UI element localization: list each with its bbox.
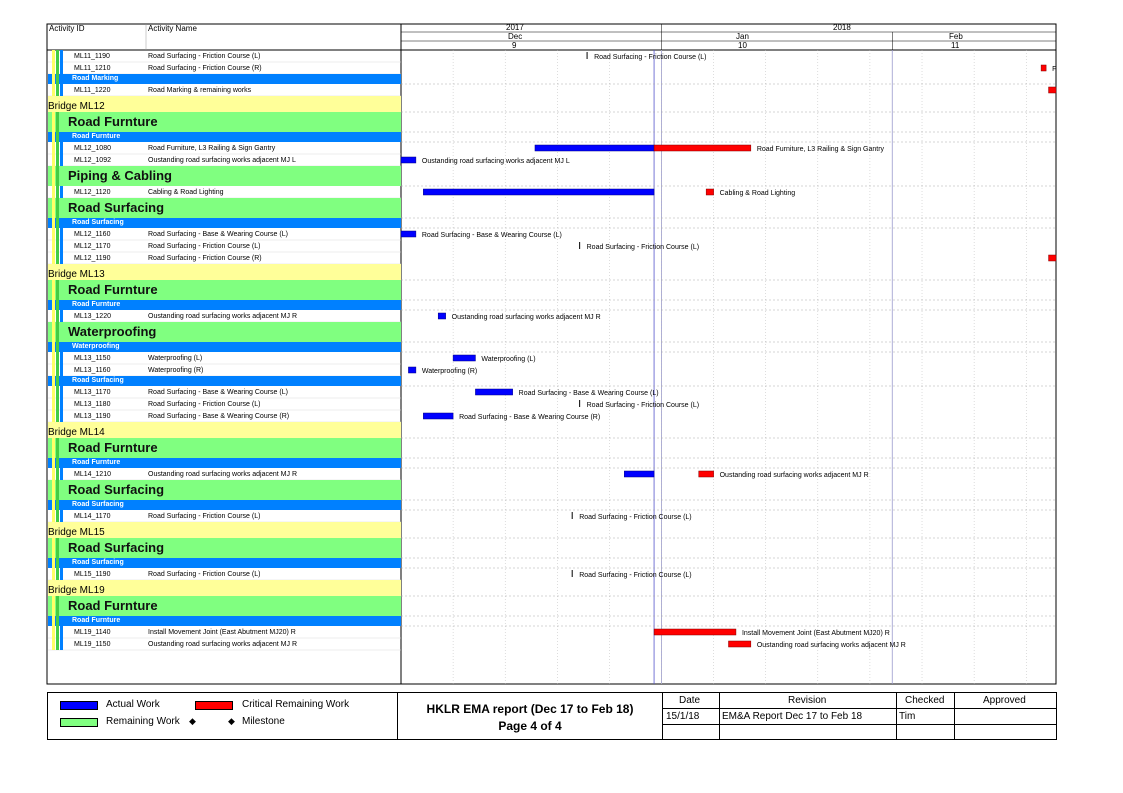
bridge-group-row bbox=[48, 422, 401, 438]
activity-name: Road Surfacing - Base & Wearing Course (R) bbox=[148, 412, 290, 420]
wbs-level-stripe bbox=[52, 558, 55, 568]
wbs-level-stripe bbox=[56, 438, 59, 458]
bar-label: Road Surfacing - Base & Wearing Course (L) bbox=[518, 390, 659, 397]
activity-name: Road Surfacing - Base & Wearing Course (L) bbox=[148, 230, 288, 238]
wbs-level-stripe bbox=[60, 616, 63, 626]
activity-name: Waterproofing (L) bbox=[148, 354, 203, 362]
activity-id: ML13_1170 bbox=[74, 388, 111, 396]
bar-label: Road Surfacing - Friction Course (L) bbox=[579, 514, 692, 521]
actual-work-bar bbox=[408, 367, 415, 373]
activity-id: ML11_1210 bbox=[74, 64, 111, 72]
wbs-level-stripe bbox=[56, 386, 59, 398]
bar-label: Oustanding road surfacing works adjacent MJ L bbox=[421, 158, 570, 165]
bridge-group-row bbox=[48, 96, 401, 112]
wbs-subgroup-row bbox=[48, 132, 401, 142]
wbs-level-stripe bbox=[56, 626, 59, 638]
legend-remaining-label: Remaining Work bbox=[106, 716, 180, 727]
activity-name: Cabling & Road Lighting bbox=[148, 188, 224, 196]
wbs-level-stripe bbox=[56, 112, 59, 132]
year-label-2018: 2018 bbox=[833, 23, 851, 32]
activity-row bbox=[48, 364, 401, 376]
critical-remaining-bar bbox=[1049, 255, 1056, 261]
wbs-level-stripe bbox=[52, 342, 55, 352]
legend-box bbox=[47, 692, 398, 740]
wbs-subgroup-label: Road Furnture bbox=[72, 617, 121, 624]
wbs-level-stripe bbox=[56, 468, 59, 480]
wbs-level-stripe bbox=[56, 510, 59, 522]
activity-id: ML11_1190 bbox=[74, 52, 110, 60]
activity-name: Road Surfacing - Friction Course (L) bbox=[148, 400, 261, 408]
activity-row bbox=[48, 638, 401, 650]
wbs-level-stripe bbox=[52, 480, 55, 500]
activity-name: Waterproofing (R) bbox=[148, 366, 204, 374]
wbs-level-stripe bbox=[56, 240, 59, 252]
legend-critical-swatch bbox=[195, 701, 233, 710]
activity-name: Install Movement Joint (East Abutment MJ20) R bbox=[148, 628, 296, 636]
wbs-group-label: Road Surfacing bbox=[68, 482, 165, 497]
wbs-level-stripe bbox=[60, 252, 63, 264]
wbs-level-stripe bbox=[60, 558, 63, 568]
activity-row bbox=[48, 410, 401, 422]
wbs-subgroup-row bbox=[48, 74, 401, 84]
month-label-feb: Feb bbox=[949, 32, 963, 41]
wbs-level-stripe bbox=[52, 154, 55, 166]
wbs-level-stripe bbox=[52, 166, 55, 186]
legend-actual-swatch bbox=[60, 701, 98, 710]
bridge-group-row bbox=[48, 580, 401, 596]
wbs-group-label: Road Furnture bbox=[68, 114, 158, 129]
activity-id: ML11_1220 bbox=[74, 86, 111, 94]
wbs-subgroup-label: Road Furnture bbox=[72, 301, 121, 308]
activity-id: ML13_1180 bbox=[74, 400, 111, 408]
activity-id: ML12_1170 bbox=[74, 242, 111, 250]
wbs-level-stripe bbox=[60, 342, 63, 352]
period-label-9: 9 bbox=[512, 41, 517, 50]
wbs-level-stripe bbox=[52, 310, 55, 322]
activity-row bbox=[48, 62, 401, 74]
wbs-subgroup-label: Road Surfacing bbox=[72, 501, 124, 508]
revision-header-revision: Revision bbox=[788, 695, 827, 706]
wbs-level-stripe bbox=[60, 352, 63, 364]
wbs-group-label: Road Surfacing bbox=[68, 200, 165, 215]
bar-label: Waterproofing (R) bbox=[421, 368, 478, 375]
activity-name: Road Surfacing - Friction Course (R) bbox=[148, 64, 262, 72]
actual-work-bar bbox=[423, 413, 453, 419]
bridge-group-label: Bridge ML19 bbox=[48, 585, 105, 596]
wbs-level-stripe bbox=[52, 626, 55, 638]
bar-label: Road Surfacing - Friction Course (L) bbox=[579, 572, 692, 579]
wbs-level-stripe bbox=[60, 638, 63, 650]
activity-id: ML15_1190 bbox=[74, 570, 111, 578]
wbs-level-stripe bbox=[56, 342, 59, 352]
activity-id: ML12_1080 bbox=[74, 144, 111, 152]
actual-work-bar bbox=[535, 145, 654, 151]
wbs-level-stripe bbox=[60, 62, 63, 74]
activity-id: ML12_1160 bbox=[74, 230, 111, 238]
wbs-level-stripe bbox=[56, 322, 59, 342]
legend-remaining-diamond-icon: ◆ bbox=[189, 716, 196, 726]
activity-row bbox=[48, 50, 401, 62]
wbs-group-row bbox=[48, 198, 401, 218]
wbs-level-stripe bbox=[56, 310, 59, 322]
activity-id: ML19_1150 bbox=[74, 640, 111, 648]
wbs-level-stripe bbox=[52, 438, 55, 458]
wbs-level-stripe bbox=[52, 74, 55, 84]
wbs-level-stripe bbox=[60, 154, 63, 166]
activity-name: Road Surfacing - Friction Course (L) bbox=[148, 570, 261, 578]
critical-remaining-bar bbox=[1041, 65, 1046, 71]
wbs-level-stripe bbox=[56, 300, 59, 310]
wbs-level-stripe bbox=[52, 364, 55, 376]
actual-work-bar bbox=[423, 189, 654, 195]
wbs-level-stripe bbox=[56, 50, 59, 62]
wbs-level-stripe bbox=[56, 132, 59, 142]
wbs-level-stripe bbox=[52, 228, 55, 240]
bridge-group-label: Bridge ML13 bbox=[48, 269, 105, 280]
wbs-level-stripe bbox=[52, 300, 55, 310]
wbs-level-stripe bbox=[52, 186, 55, 198]
wbs-level-stripe bbox=[52, 468, 55, 480]
wbs-subgroup-row bbox=[48, 616, 401, 626]
activity-id: ML12_1190 bbox=[74, 254, 111, 262]
activity-name: Road Marking & remaining works bbox=[148, 86, 252, 94]
wbs-level-stripe bbox=[60, 364, 63, 376]
critical-remaining-bar bbox=[654, 629, 736, 635]
activity-id: ML12_1120 bbox=[74, 188, 111, 196]
wbs-level-stripe bbox=[52, 510, 55, 522]
title-block bbox=[397, 692, 663, 740]
bar-label: F bbox=[1052, 66, 1057, 73]
activity-row bbox=[48, 240, 401, 252]
activity-row bbox=[48, 310, 401, 322]
wbs-level-stripe bbox=[52, 218, 55, 228]
activity-id: ML13_1160 bbox=[74, 366, 111, 374]
wbs-level-stripe bbox=[60, 500, 63, 510]
bar-label: Oustanding road surfacing works adjacent MJ R bbox=[451, 314, 601, 321]
activity-row bbox=[48, 386, 401, 398]
wbs-subgroup-row bbox=[48, 458, 401, 468]
wbs-level-stripe bbox=[56, 218, 59, 228]
wbs-level-stripe bbox=[60, 218, 63, 228]
wbs-level-stripe bbox=[56, 228, 59, 240]
wbs-group-label: Road Surfacing bbox=[68, 540, 165, 555]
revision-row-revision: EM&A Report Dec 17 to Feb 18 bbox=[722, 711, 863, 722]
wbs-level-stripe bbox=[52, 50, 55, 62]
wbs-level-stripe bbox=[56, 596, 59, 616]
wbs-group-row bbox=[48, 322, 401, 342]
bar-label: Oustanding road surfacing works adjacent MJ R bbox=[719, 472, 869, 479]
wbs-level-stripe bbox=[60, 132, 63, 142]
revision-header-checked: Checked bbox=[905, 695, 945, 706]
activity-row bbox=[48, 142, 401, 154]
bridge-group-row bbox=[48, 522, 401, 538]
legend-milestone-label: Milestone bbox=[242, 716, 285, 727]
wbs-level-stripe bbox=[56, 352, 59, 364]
wbs-level-stripe bbox=[56, 616, 59, 626]
revision-row-checked: Tim bbox=[899, 711, 916, 722]
wbs-level-stripe bbox=[56, 142, 59, 154]
wbs-level-stripe bbox=[52, 616, 55, 626]
bar-label: Road Surfacing - Base & Wearing Course (R) bbox=[459, 414, 601, 421]
wbs-level-stripe bbox=[60, 626, 63, 638]
wbs-level-stripe bbox=[52, 500, 55, 510]
bar-label: Install Movement Joint (East Abutment MJ20) R bbox=[741, 630, 890, 637]
bridge-group-label: Bridge ML12 bbox=[48, 101, 105, 112]
activity-id: ML13_1220 bbox=[74, 312, 111, 320]
wbs-level-stripe bbox=[52, 596, 55, 616]
wbs-group-label: Waterproofing bbox=[68, 324, 157, 339]
wbs-subgroup-label: Road Surfacing bbox=[72, 219, 124, 226]
wbs-subgroup-row bbox=[48, 300, 401, 310]
wbs-level-stripe bbox=[52, 376, 55, 386]
activity-name: Oustanding road surfacing works adjacent MJ L bbox=[148, 156, 296, 164]
activity-name: Road Surfacing - Friction Course (L) bbox=[148, 512, 261, 520]
revision-header-date: Date bbox=[679, 695, 701, 706]
wbs-level-stripe bbox=[56, 500, 59, 510]
wbs-subgroup-label: Waterproofing bbox=[72, 343, 120, 350]
actual-work-bar bbox=[475, 389, 512, 395]
activity-name: Oustanding road surfacing works adjacent MJ R bbox=[148, 312, 298, 320]
activity-row bbox=[48, 252, 401, 264]
wbs-level-stripe bbox=[60, 376, 63, 386]
bridge-group-label: Bridge ML14 bbox=[48, 427, 105, 438]
wbs-level-stripe bbox=[56, 558, 59, 568]
wbs-level-stripe bbox=[52, 84, 55, 96]
report-title: HKLR EMA report (Dec 17 to Feb 18) bbox=[426, 702, 634, 716]
activity-row bbox=[48, 510, 401, 522]
wbs-level-stripe bbox=[60, 186, 63, 198]
wbs-group-row bbox=[48, 438, 401, 458]
actual-work-bar bbox=[401, 231, 416, 237]
activity-row bbox=[48, 568, 401, 580]
activity-id: ML13_1190 bbox=[74, 412, 111, 420]
wbs-level-stripe bbox=[60, 310, 63, 322]
wbs-subgroup-label: Road Surfacing bbox=[72, 377, 124, 384]
wbs-level-stripe bbox=[60, 240, 63, 252]
activity-name: Oustanding road surfacing works adjacent MJ R bbox=[148, 470, 298, 478]
activity-id: ML14_1210 bbox=[74, 470, 111, 478]
activity-row bbox=[48, 352, 401, 364]
wbs-level-stripe bbox=[56, 638, 59, 650]
wbs-group-row bbox=[48, 280, 401, 300]
activity-row bbox=[48, 468, 401, 480]
wbs-level-stripe bbox=[56, 252, 59, 264]
wbs-level-stripe bbox=[52, 62, 55, 74]
critical-remaining-bar bbox=[729, 641, 751, 647]
activity-id: ML14_1170 bbox=[74, 512, 111, 520]
column-header-activity-id: Activity ID bbox=[49, 24, 85, 33]
legend-critical-label: Critical Remaining Work bbox=[242, 699, 350, 710]
activity-row bbox=[48, 154, 401, 166]
wbs-level-stripe bbox=[56, 280, 59, 300]
wbs-group-label: Road Furnture bbox=[68, 440, 158, 455]
wbs-level-stripe bbox=[52, 198, 55, 218]
activity-name: Road Furniture, L3 Railing & Sign Gantry bbox=[148, 144, 276, 152]
wbs-level-stripe bbox=[60, 458, 63, 468]
wbs-subgroup-row bbox=[48, 558, 401, 568]
period-label-11: 11 bbox=[951, 41, 960, 50]
period-label-10: 10 bbox=[738, 41, 747, 50]
wbs-level-stripe bbox=[52, 638, 55, 650]
wbs-level-stripe bbox=[56, 198, 59, 218]
wbs-subgroup-row bbox=[48, 342, 401, 352]
wbs-group-row bbox=[48, 480, 401, 500]
wbs-subgroup-label: Road Surfacing bbox=[72, 559, 124, 566]
wbs-level-stripe bbox=[56, 376, 59, 386]
wbs-level-stripe bbox=[60, 568, 63, 580]
wbs-level-stripe bbox=[60, 74, 63, 84]
critical-remaining-bar bbox=[654, 145, 751, 151]
activity-name: Oustanding road surfacing works adjacent MJ R bbox=[148, 640, 298, 648]
wbs-subgroup-label: Road Furnture bbox=[72, 459, 121, 466]
wbs-subgroup-label: Road Furnture bbox=[72, 133, 121, 140]
revision-header-approved: Approved bbox=[983, 695, 1026, 706]
bar-label: Road Furniture, L3 Railing & Sign Gantry bbox=[756, 146, 885, 153]
wbs-level-stripe bbox=[52, 458, 55, 468]
wbs-level-stripe bbox=[52, 538, 55, 558]
wbs-level-stripe bbox=[60, 510, 63, 522]
wbs-subgroup-label: Road Marking bbox=[72, 75, 119, 82]
wbs-level-stripe bbox=[60, 468, 63, 480]
wbs-level-stripe bbox=[56, 458, 59, 468]
activity-name: Road Surfacing - Friction Course (L) bbox=[148, 242, 261, 250]
activity-row bbox=[48, 186, 401, 198]
wbs-level-stripe bbox=[56, 480, 59, 500]
month-label-jan: Jan bbox=[736, 32, 749, 41]
legend-remaining-swatch bbox=[60, 718, 98, 727]
activity-id: ML13_1150 bbox=[74, 354, 111, 362]
critical-remaining-bar bbox=[1049, 87, 1056, 93]
wbs-group-row bbox=[48, 538, 401, 558]
wbs-level-stripe bbox=[60, 228, 63, 240]
wbs-level-stripe bbox=[56, 410, 59, 422]
bar-label: Road Surfacing - Friction Course (L) bbox=[594, 54, 707, 61]
wbs-group-label: Road Furnture bbox=[68, 282, 158, 297]
wbs-level-stripe bbox=[60, 398, 63, 410]
wbs-level-stripe bbox=[60, 50, 63, 62]
activity-name: Road Surfacing - Base & Wearing Course (L) bbox=[148, 388, 288, 396]
wbs-level-stripe bbox=[56, 166, 59, 186]
wbs-level-stripe bbox=[56, 154, 59, 166]
revision-table bbox=[662, 692, 1057, 740]
wbs-group-row bbox=[48, 596, 401, 616]
wbs-group-row bbox=[48, 112, 401, 132]
actual-work-bar bbox=[453, 355, 475, 361]
legend-milestone-diamond-icon: ◆ bbox=[228, 716, 235, 726]
wbs-level-stripe bbox=[60, 386, 63, 398]
activity-name: Road Surfacing - Friction Course (L) bbox=[148, 52, 261, 60]
month-label-dec: Dec bbox=[508, 32, 523, 41]
activity-row bbox=[48, 398, 401, 410]
wbs-subgroup-row bbox=[48, 500, 401, 510]
critical-remaining-bar bbox=[706, 189, 713, 195]
wbs-level-stripe bbox=[52, 410, 55, 422]
bar-label: Cabling & Road Lighting bbox=[719, 190, 796, 197]
wbs-level-stripe bbox=[52, 322, 55, 342]
wbs-level-stripe bbox=[52, 252, 55, 264]
wbs-group-label: Road Furnture bbox=[68, 598, 158, 613]
wbs-level-stripe bbox=[56, 364, 59, 376]
wbs-level-stripe bbox=[52, 568, 55, 580]
year-label-2017: 2017 bbox=[506, 23, 524, 32]
wbs-level-stripe bbox=[56, 568, 59, 580]
wbs-level-stripe bbox=[60, 300, 63, 310]
wbs-level-stripe bbox=[56, 538, 59, 558]
wbs-subgroup-row bbox=[48, 376, 401, 386]
wbs-level-stripe bbox=[52, 398, 55, 410]
critical-remaining-bar bbox=[699, 471, 714, 477]
wbs-level-stripe bbox=[60, 410, 63, 422]
activity-row bbox=[48, 626, 401, 638]
page-number: Page 4 of 4 bbox=[498, 719, 562, 733]
column-header-activity-name: Activity Name bbox=[148, 24, 197, 33]
wbs-level-stripe bbox=[56, 62, 59, 74]
wbs-level-stripe bbox=[52, 386, 55, 398]
wbs-level-stripe bbox=[52, 142, 55, 154]
wbs-subgroup-row bbox=[48, 218, 401, 228]
wbs-group-label: Piping & Cabling bbox=[68, 168, 172, 183]
activity-id: ML12_1092 bbox=[74, 156, 111, 164]
wbs-level-stripe bbox=[56, 74, 59, 84]
wbs-level-stripe bbox=[56, 398, 59, 410]
wbs-level-stripe bbox=[52, 280, 55, 300]
activity-row bbox=[48, 84, 401, 96]
wbs-level-stripe bbox=[60, 142, 63, 154]
wbs-level-stripe bbox=[52, 132, 55, 142]
wbs-level-stripe bbox=[52, 240, 55, 252]
activity-id: ML19_1140 bbox=[74, 628, 111, 636]
bridge-group-row bbox=[48, 264, 401, 280]
revision-row-date: 15/1/18 bbox=[666, 711, 700, 722]
wbs-level-stripe bbox=[56, 84, 59, 96]
bar-label: Road Surfacing - Friction Course (L) bbox=[586, 244, 700, 251]
wbs-level-stripe bbox=[56, 186, 59, 198]
activity-row bbox=[48, 228, 401, 240]
bar-label: Road Surfacing - Base & Wearing Course (L) bbox=[421, 232, 562, 239]
bar-label: Road Surfacing - Friction Course (L) bbox=[586, 402, 700, 409]
legend-actual-label: Actual Work bbox=[106, 699, 160, 710]
wbs-group-row bbox=[48, 166, 401, 186]
actual-work-bar bbox=[438, 313, 445, 319]
wbs-level-stripe bbox=[60, 84, 63, 96]
wbs-level-stripe bbox=[52, 352, 55, 364]
actual-work-bar bbox=[624, 471, 654, 477]
wbs-level-stripe bbox=[52, 112, 55, 132]
activity-name: Road Surfacing - Friction Course (R) bbox=[148, 254, 262, 262]
bar-label: Waterproofing (L) bbox=[481, 356, 536, 363]
bar-label: Oustanding road surfacing works adjacent MJ R bbox=[756, 642, 906, 649]
actual-work-bar bbox=[401, 157, 416, 163]
bridge-group-label: Bridge ML15 bbox=[48, 527, 105, 538]
